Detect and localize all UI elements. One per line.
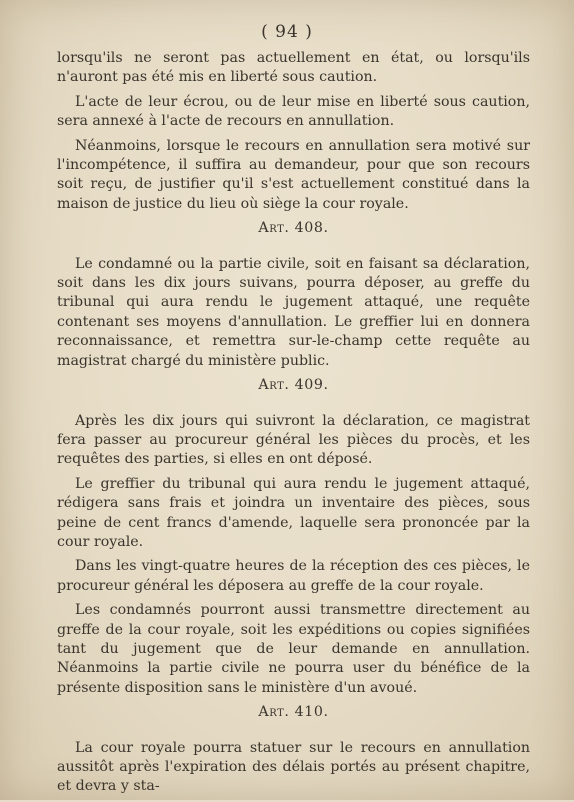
paragraph: Dans les vingt-quatre heures de la réception des ces pièces, le procureur général les déposera au greffe de la cour royale. [57, 558, 530, 594]
paragraph: Le greffier du tribunal qui aura rendu le jugement attaqué, rédigera sans frais et joindra un inventaire des pièces, sous peine de cent francs d'amende, laquelle sera prononcée par la cour royale. [57, 475, 530, 550]
paragraph: Après les dix jours qui suivront la déclaration, ce magistrat fera passer au procureur général les pièces du procès, et les requêtes des parties, si elles en ont déposé. [57, 412, 530, 468]
page-body [57, 49, 530, 802]
paragraph: Néanmoins, lorsque le recours en annullation sera motivé sur l'incompétence, il suffira au demandeur, pour que son recours soit reçu, de justifier qu'il s'est actuellement constitué dans la maison de justice du lieu où siège la cour royale. [57, 137, 530, 212]
paragraph: L'acte de leur écrou, ou de leur mise en liberté sous caution, sera annexé à l'acte de recours en annullation. [57, 93, 530, 130]
paragraph: lorsqu'ils ne seront pas actuellement en état, ou lorsqu'ils n'auront pas été mis en liberté sous caution. [57, 50, 530, 86]
article-heading: Art. 408. [258, 220, 329, 237]
paragraph: Le condamné ou la partie civile, soit en faisant sa déclaration, soit dans les dix jours suivans, pourra déposer, au greffe du tribunal qui aura rendu le jugement attaqué, une requête contenant ses moyens d'annullation. Le greffier lui en donnera reconnaissance, et remettra sur-le-champ cette requête au magistrat chargé du ministère public. [57, 255, 530, 369]
paragraph: La cour royale pourra statuer sur le recours en annullation aussitôt après l'expiration des délais portés au présent chapitre, et devra y sta- [57, 739, 530, 795]
paragraph: Les condamnés pourront aussi transmettre directement au greffe de la cour royale, soit les expéditions ou copies signifiées tant du jugement que de leur demande en annullation. Néanmoins la partie civile ne pourra user du bénéfice de la présente disposition sans le ministère d'un avoué. [57, 602, 530, 696]
page-number: ( 94 ) [261, 22, 313, 42]
article-heading: Art. 409. [258, 377, 329, 394]
article-heading: Art. 410. [258, 704, 329, 721]
